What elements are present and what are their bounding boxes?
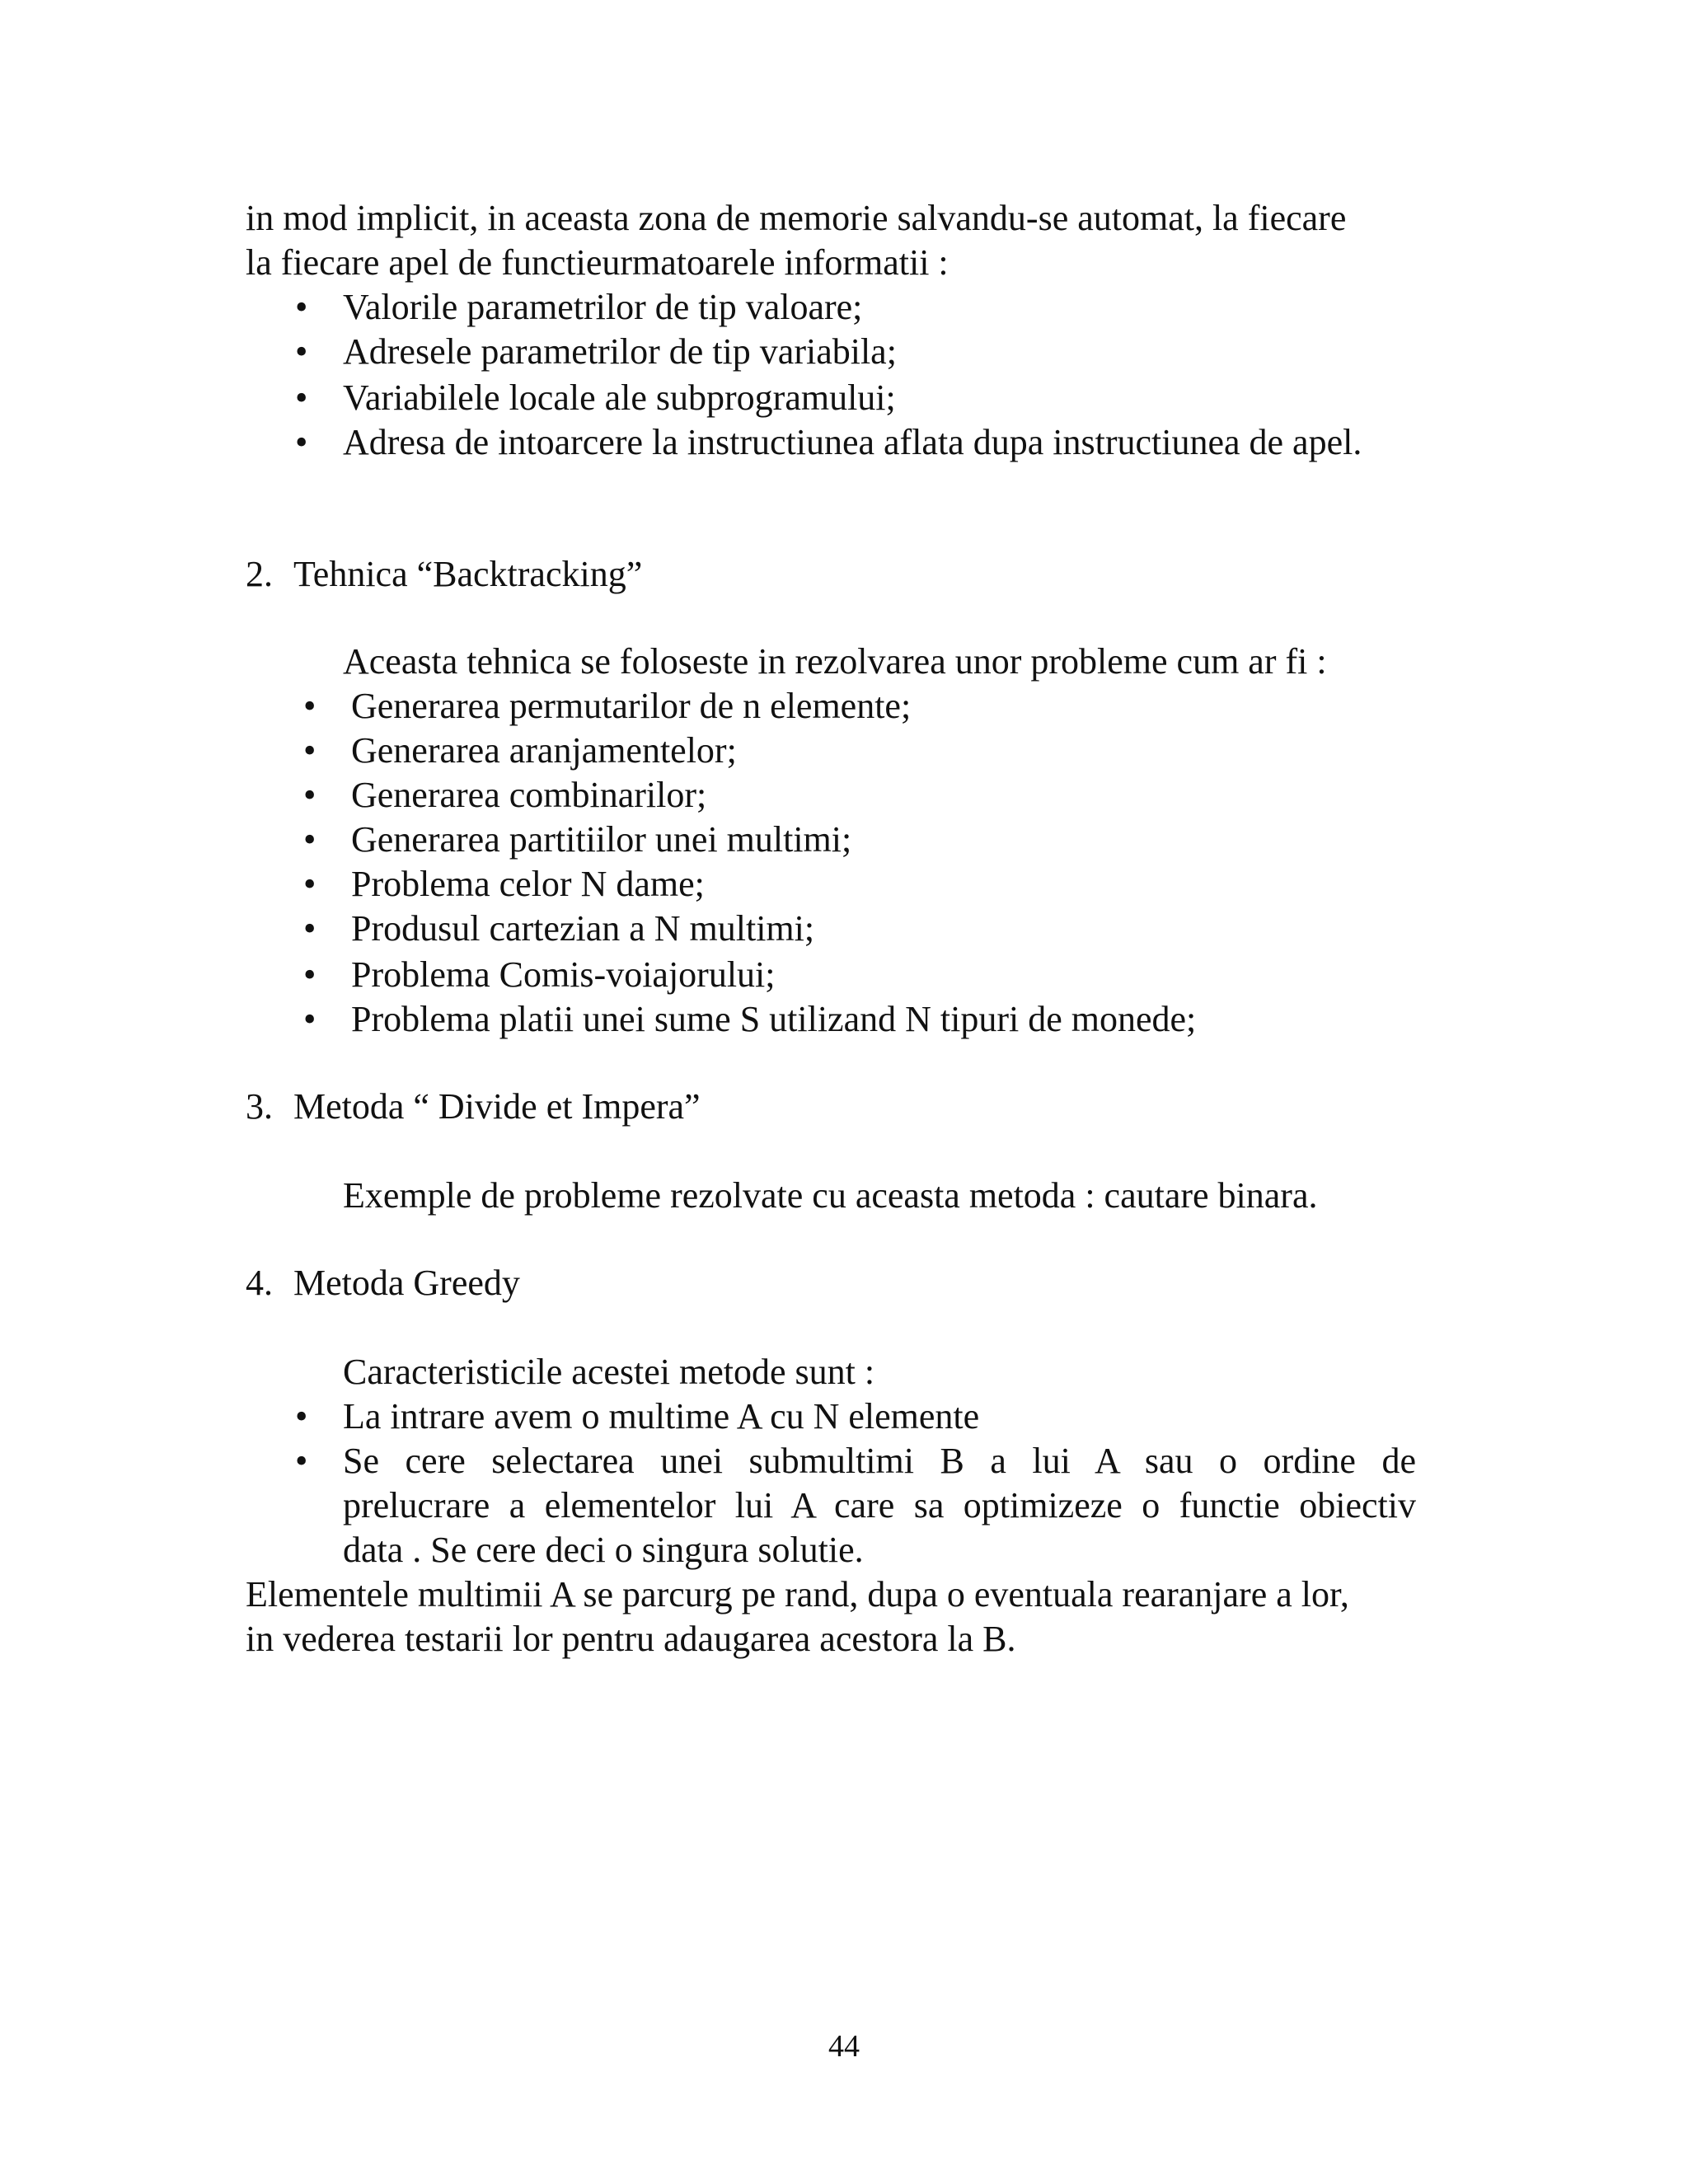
- bullet-icon: •: [295, 1396, 308, 1436]
- list-item-line: prelucrare a elementelor lui A care sa optimizeze o functie obiectiv: [343, 1485, 1416, 1526]
- section-3-number: 3.: [246, 1086, 273, 1127]
- section-3-text: Exemple de probleme rezolvate cu aceasta metoda : cautare binara.: [343, 1175, 1318, 1216]
- bullet-icon: •: [295, 1441, 308, 1481]
- list-item: Problema platii unei sume S utilizand N tipuri de monede;: [351, 999, 1197, 1039]
- list-item: Generarea aranjamentelor;: [351, 730, 737, 771]
- intro-line-1: in mod implicit, in aceasta zona de memorie salvandu-se automat, la fiecare: [246, 198, 1347, 238]
- bullet-icon: •: [295, 377, 308, 418]
- bullet-icon: •: [303, 908, 316, 949]
- closing-line-2: in vederea testarii lor pentru adaugarea acestora la B.: [246, 1619, 1016, 1659]
- bullet-icon: •: [295, 331, 308, 372]
- bullet-icon: •: [303, 775, 316, 815]
- bullet-icon: •: [303, 954, 316, 995]
- bullet-icon: •: [295, 422, 308, 462]
- list-item: Generarea permutarilor de n elemente;: [351, 686, 912, 726]
- bullet-icon: •: [303, 999, 316, 1039]
- section-3-title: Metoda “ Divide et Impera”: [293, 1086, 701, 1127]
- list-item: Produsul cartezian a N multimi;: [351, 908, 815, 949]
- closing-line-1: Elementele multimii A se parcurg pe rand, dupa o eventuala rearanjare a lor,: [246, 1574, 1349, 1615]
- bullet-icon: •: [303, 686, 316, 726]
- list-item-line: Se cere selectarea unei submultimi B a lui A sau o ordine de: [343, 1441, 1416, 1481]
- list-item: Generarea partitiilor unei multimi;: [351, 819, 852, 860]
- section-2-number: 2.: [246, 554, 273, 594]
- list-item: Valorile parametrilor de tip valoare;: [343, 287, 863, 327]
- list-item: Problema celor N dame;: [351, 864, 705, 904]
- list-item: La intrare avem o multime A cu N elemente: [343, 1396, 980, 1436]
- bullet-icon: •: [303, 730, 316, 771]
- section-2-title: Tehnica “Backtracking”: [293, 554, 643, 594]
- list-item: Adresa de intoarcere la instructiunea aflata dupa instructiunea de apel.: [343, 422, 1362, 462]
- bullet-icon: •: [303, 819, 316, 860]
- section-4-number: 4.: [246, 1263, 273, 1303]
- list-item-line: data . Se cere deci o singura solutie.: [343, 1530, 864, 1570]
- section-4-intro: Caracteristicile acestei metode sunt :: [343, 1352, 875, 1392]
- list-item: Variabilele locale ale subprogramului;: [343, 377, 896, 418]
- section-4-title: Metoda Greedy: [293, 1263, 520, 1303]
- bullet-icon: •: [303, 864, 316, 904]
- list-item: Adresele parametrilor de tip variabila;: [343, 331, 897, 372]
- bullet-icon: •: [295, 287, 308, 327]
- list-item: Problema Comis-voiajorului;: [351, 954, 776, 995]
- section-2-intro: Aceasta tehnica se foloseste in rezolvarea unor probleme cum ar fi :: [343, 641, 1327, 682]
- page-number: 44: [828, 2029, 860, 2064]
- intro-line-2: la fiecare apel de functieurmatoarele informatii :: [246, 242, 949, 283]
- list-item: Generarea combinarilor;: [351, 775, 707, 815]
